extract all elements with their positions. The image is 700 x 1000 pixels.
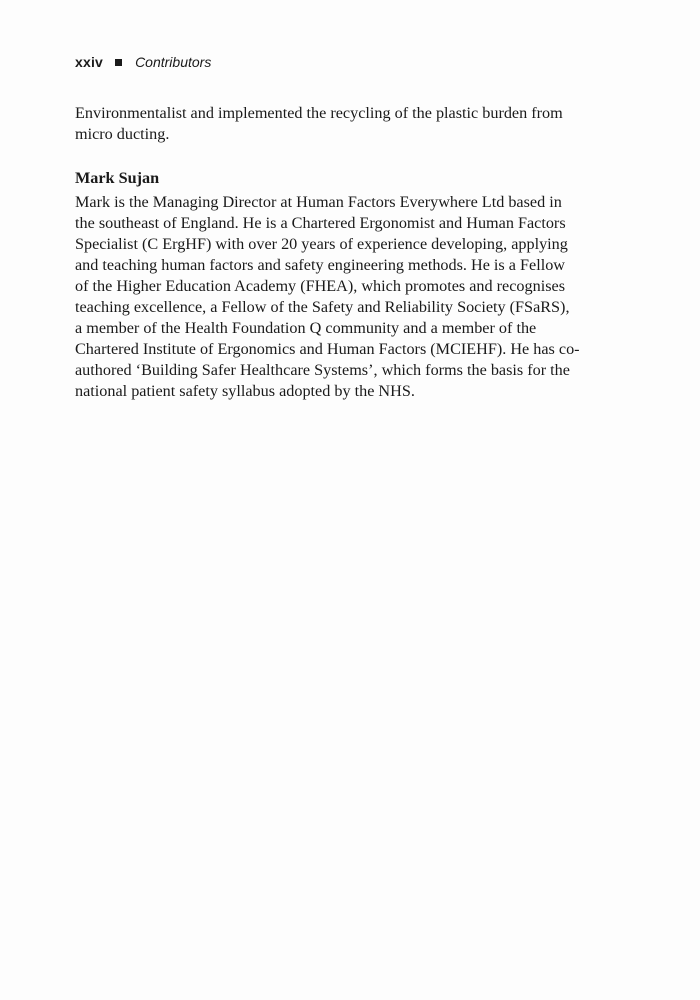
text-line: authored ‘Building Safer Healthcare Systems’, which forms the basis for the xyxy=(75,361,570,379)
text-line: and teaching human factors and safety engineering methods. He is a Fellow xyxy=(75,256,565,274)
text-line: of the Higher Education Academy (FHEA), which promotes and recognises xyxy=(75,277,565,295)
text-line: micro ducting. xyxy=(75,125,170,143)
text-line: Chartered Institute of Ergonomics and Human Factors (MCIEHF). He has co- xyxy=(75,340,580,358)
text-line: the southeast of England. He is a Chartered Ergonomist and Human Factors xyxy=(75,214,566,232)
page-number: xxiv xyxy=(75,54,104,70)
contributor-name: Mark Sujan xyxy=(75,169,160,187)
square-bullet-icon xyxy=(115,59,122,66)
text-line: national patient safety syllabus adopted by the NHS. xyxy=(75,382,415,400)
text-line: Specialist (C ErgHF) with over 20 years of experience developing, applying xyxy=(75,235,568,253)
text-line: a member of the Health Foundation Q community and a member of the xyxy=(75,319,537,337)
text-line: Environmentalist and implemented the recycling of the plastic burden from xyxy=(75,104,563,122)
running-head xyxy=(75,53,211,71)
contributor-bio-paragraph xyxy=(75,192,625,402)
text-line: teaching excellence, a Fellow of the Safety and Reliability Society (FSaRS), xyxy=(75,298,570,316)
text-line: Mark is the Managing Director at Human Factors Everywhere Ltd based in xyxy=(75,193,562,211)
body-text xyxy=(75,103,625,402)
section-title: Contributors xyxy=(135,54,212,70)
continuation-paragraph xyxy=(75,103,625,145)
